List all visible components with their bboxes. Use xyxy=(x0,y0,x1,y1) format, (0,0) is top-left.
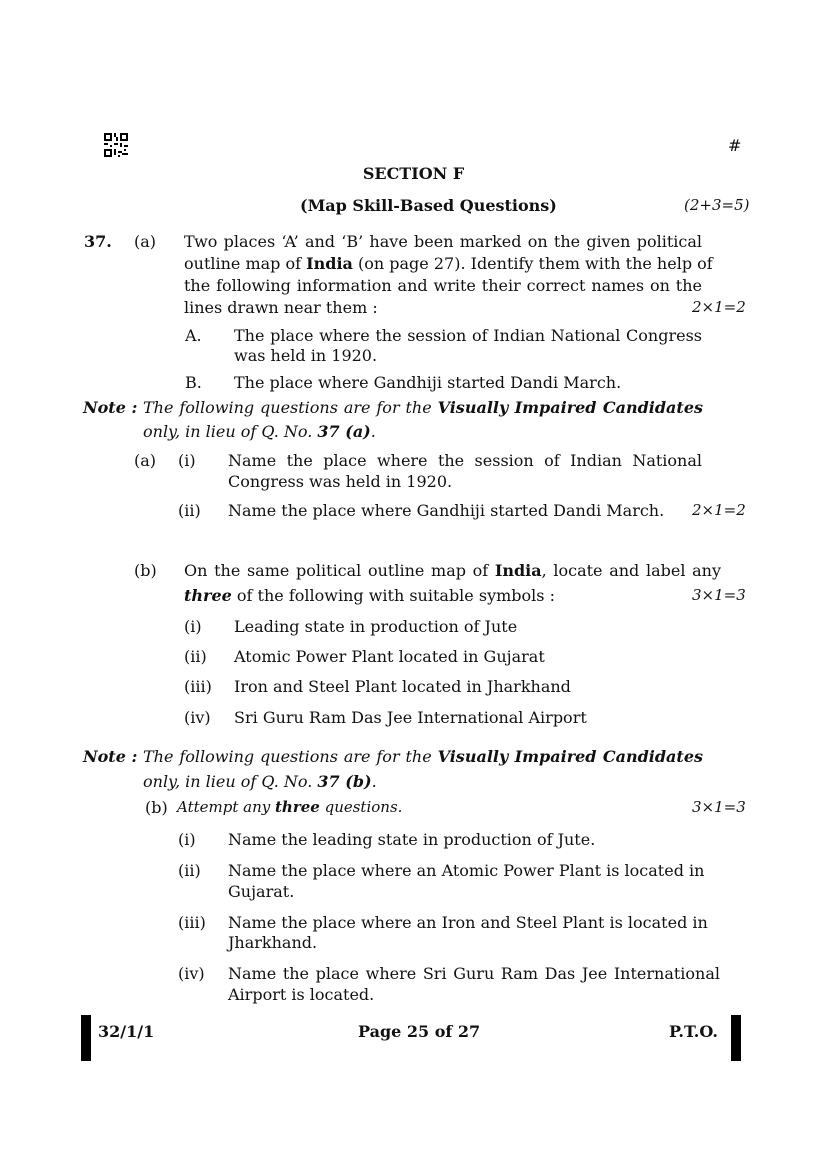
note-b-line-1-bold: Visually Impaired Candidates xyxy=(437,747,703,766)
part-b-line-1 xyxy=(184,560,721,581)
part-b-item-text: Iron and Steel Plant located in Jharkhand xyxy=(234,677,571,696)
note-b-line-1-pre: The following questions are for the xyxy=(143,747,432,766)
note-a-item-label: (ii) xyxy=(178,501,201,520)
note-b-sub-bold: three xyxy=(274,798,320,816)
footer-right-bar xyxy=(731,1015,741,1061)
part-b-item-label: (iv) xyxy=(184,708,211,727)
part-a-line-3: the following information and write their correct names on the xyxy=(184,276,702,295)
note-a-item-label: (i) xyxy=(178,451,196,470)
part-a-item-line: was held in 1920. xyxy=(234,346,378,365)
note-b-sub-label: (b) xyxy=(145,798,168,817)
note-b-line-2 xyxy=(143,771,377,792)
part-b-line-2-bold: three xyxy=(184,586,232,605)
part-b-line-1-bold: India xyxy=(494,561,542,580)
part-a-item-label: B. xyxy=(185,373,202,392)
note-b-item-label: (iii) xyxy=(178,913,206,932)
part-a-item-line: The place where the session of Indian National Congress xyxy=(234,326,702,345)
note-a-line-2-pre: only, in lieu of Q. No. xyxy=(143,422,313,441)
note-b-sub-pre: Attempt any xyxy=(177,798,271,816)
part-b-item-text: Leading state in production of Jute xyxy=(234,617,518,636)
note-b-item-line: Jharkhand. xyxy=(228,933,318,952)
note-a-marks: 2×1=2 xyxy=(692,501,746,519)
paper-code: 32/1/1 xyxy=(98,1022,155,1041)
note-a-line-1-pre: The following questions are for the xyxy=(143,398,432,417)
note-b-item-label: (iv) xyxy=(178,964,205,983)
part-a-item-label: A. xyxy=(185,326,202,345)
part-a-line-1: Two places ‘A’ and ‘B’ have been marked on the given political xyxy=(184,232,702,251)
part-b-line-1-post: , locate and label any xyxy=(541,561,721,580)
part-b-line-1-pre: On the same political outline map of xyxy=(184,561,489,580)
part-b-line-2 xyxy=(184,585,555,606)
note-a-line-1-bold: Visually Impaired Candidates xyxy=(437,398,703,417)
note-a-item-line: Name the place where Gandhiji started Dandi March. xyxy=(228,501,665,520)
note-b-item-line: Gujarat. xyxy=(228,882,295,901)
section-title: SECTION F xyxy=(362,164,465,183)
section-subtitle: (Map Skill-Based Questions) xyxy=(300,196,557,215)
note-a-line-2-bold: 37 (a) xyxy=(317,422,371,441)
part-a-line-2-pre: outline map of xyxy=(184,254,302,273)
note-b-item-label: (i) xyxy=(178,830,196,849)
note-b-item-line: Airport is located. xyxy=(228,985,375,1004)
note-a-line-1 xyxy=(143,397,703,418)
note-b-sub-post: questions. xyxy=(324,798,403,816)
note-b-item-line: Name the place where Sri Guru Ram Das Jee International xyxy=(228,964,720,983)
page-hash-mark: # xyxy=(728,136,742,155)
note-b-sub-instruction xyxy=(177,797,402,818)
part-a-line-2 xyxy=(184,253,713,274)
note-b-item-label: (ii) xyxy=(178,861,201,880)
section-marks: (2+3=5) xyxy=(684,196,750,214)
part-a-item-line: The place where Gandhiji started Dandi March. xyxy=(234,373,622,392)
question-number: 37. xyxy=(84,232,112,251)
part-a-line-2-post: (on page 27). Identify them with the help of xyxy=(358,254,713,273)
part-b-item-label: (iii) xyxy=(184,677,212,696)
note-b-line-2-bold: 37 (b) xyxy=(317,772,372,791)
please-turn-over: P.T.O. xyxy=(669,1022,718,1041)
qr-code-icon xyxy=(104,133,128,157)
part-b-label: (b) xyxy=(134,561,157,580)
part-b-item-label: (ii) xyxy=(184,647,207,666)
footer-left-bar xyxy=(81,1015,91,1061)
note-a-item-line: Congress was held in 1920. xyxy=(228,472,453,491)
note-b-line-1 xyxy=(143,746,703,767)
note-b-item-line: Name the place where an Iron and Steel Plant is located in xyxy=(228,913,708,932)
note-a-line-2 xyxy=(143,421,376,442)
part-a-line-4: lines drawn near them : xyxy=(184,298,378,317)
part-a-line-2-bold: India xyxy=(306,254,353,273)
note-b-marks: 3×1=3 xyxy=(692,798,746,816)
part-b-item-text: Sri Guru Ram Das Jee International Airport xyxy=(234,708,587,727)
note-a-item-line: Name the place where the session of Indian National xyxy=(228,451,702,470)
note-a-line-2-post: . xyxy=(370,422,376,441)
part-b-marks: 3×1=3 xyxy=(692,586,746,604)
page-number: Page 25 of 27 xyxy=(358,1022,481,1041)
part-b-item-label: (i) xyxy=(184,617,202,636)
note-a-sub-label: (a) xyxy=(134,451,157,470)
note-a-label: Note : xyxy=(83,398,138,417)
note-b-line-2-pre: only, in lieu of Q. No. xyxy=(143,772,313,791)
part-a-label: (a) xyxy=(134,232,157,251)
note-b-line-2-post: . xyxy=(371,772,377,791)
note-b-item-line: Name the place where an Atomic Power Plant is located in xyxy=(228,861,705,880)
note-b-label: Note : xyxy=(83,747,138,766)
part-b-line-2-post: of the following with suitable symbols : xyxy=(236,586,555,605)
note-b-item-line: Name the leading state in production of Jute. xyxy=(228,830,596,849)
part-a-marks: 2×1=2 xyxy=(692,298,746,316)
part-b-item-text: Atomic Power Plant located in Gujarat xyxy=(234,647,545,666)
